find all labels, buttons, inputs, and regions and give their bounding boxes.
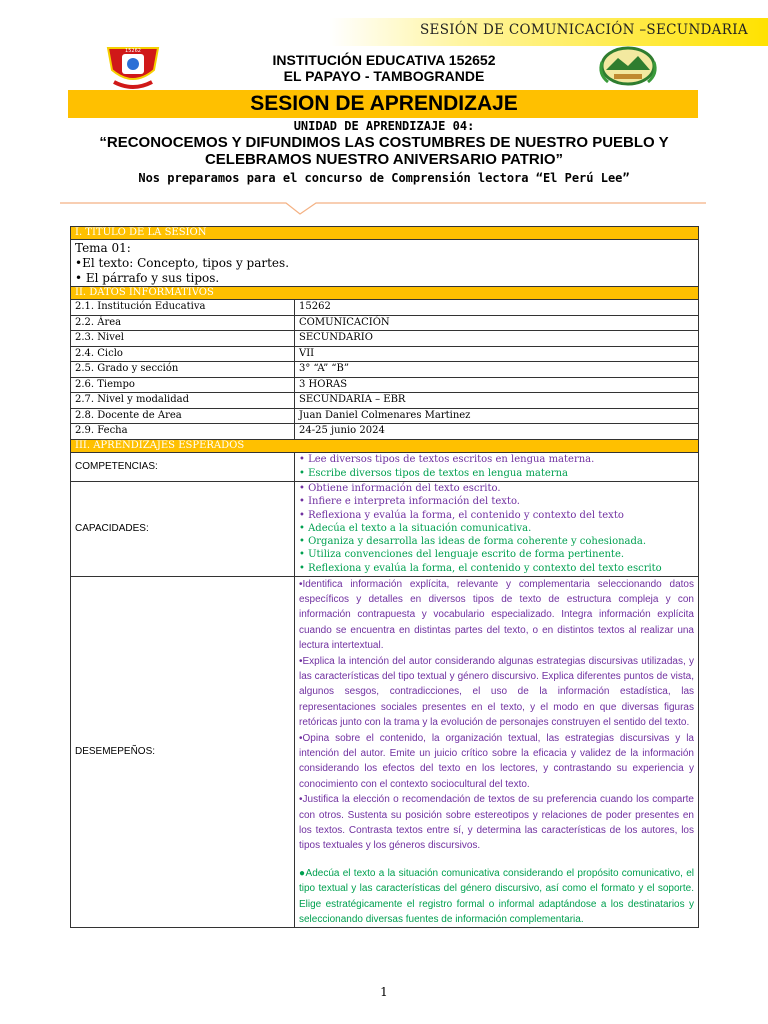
desempeno-item: ●Adecúa el texto a la situación comunicativa considerando el propósito comunicativo, el tipo textual y las características del género discursivo, así como el formato y el soporte. Elige estratégicamente el registro formal o informal adaptándose a los destinatarios y seleccionando diversas fuentes de información complementaria. (299, 867, 694, 926)
info-label: 2.5. Grado y sección (71, 362, 295, 378)
page-number: 1 (380, 985, 388, 999)
competencia-item: • Lee diversos tipos de textos escritos en lengua materna. (299, 454, 595, 466)
capacidad-item: • Obtiene información del texto escrito. (299, 483, 501, 495)
topic-item: •El texto: Concepto, tipos y partes. (75, 256, 290, 270)
capacidad-item: • Adecúa el texto a la situación comunicativa. (299, 522, 532, 534)
topic-title: Tema 01: (75, 241, 131, 255)
competencias-cell (295, 452, 699, 481)
crest-number: 15262 (125, 48, 141, 54)
info-label: 2.8. Docente de Area (71, 408, 295, 424)
header-course-title: SESIÓN DE COMUNICACIÓN –SECUNDARIA (420, 22, 748, 38)
capacidad-item: • Reflexiona y evalúa la forma, el contenido y contexto del texto (299, 509, 624, 521)
desempeno-item: •Justifica la elección o recomendación de textos de su preferencia cuando los comparte con otros. Sustenta su posición sobre estereotipos y relaciones de poder presentes en los textos. Contrasta textos entre sí, y determina las características de los autores, los tipos textuales y los géneros discursivos. (299, 794, 694, 852)
info-label: 2.7. Nivel y modalidad (71, 393, 295, 409)
info-label: 2.6. Tiempo (71, 377, 295, 393)
info-value: SECUNDARIO (295, 331, 699, 347)
institution-location: EL PAPAYO - TAMBOGRANDE (283, 68, 485, 84)
unit-name-line1: “RECONOCEMOS Y DIFUNDIMOS LAS COSTUMBRES DE NUESTRO PUEBLO Y (99, 134, 669, 151)
info-label: 2.3. Nivel (71, 331, 295, 347)
competencias-label: COMPETENCIAS: (71, 452, 295, 481)
session-table (70, 226, 699, 928)
section-learning-heading: III. APRENDIZAJES ESPERADOS (71, 439, 699, 452)
competencia-item: • Escribe diversos tipos de textos en lengua materna (299, 467, 569, 479)
desempeno-item: •Identifica información explícita, relevante y complementaria seleccionando datos específicos y detalles en diversos tipos de texto de estructura compleja y con información contrapuesta y vocabulario especializado. Integra información explícita cuando se encuentra en distintas partes del texto, o en distintos textos al realizar una lectura intertextual. (299, 578, 694, 652)
info-value: VII (295, 346, 699, 362)
info-label: 2.1. Institución Educativa (71, 300, 295, 316)
session-subtitle: Nos preparamos para el concurso de Comprensión lectora “El Perú Lee” (138, 171, 630, 185)
capacidad-item: • Reflexiona y evalúa la forma, el contenido y contexto del texto escrito (299, 562, 662, 574)
info-value: COMUNICACIÓN (295, 315, 699, 331)
info-value: 3 HORAS (295, 377, 699, 393)
desempenos-label: DESEMEPEÑOS: (71, 576, 295, 928)
capacidades-label: CAPACIDADES: (71, 481, 295, 576)
info-value: Juan Daniel Colmenares Martinez (295, 408, 699, 424)
info-label: 2.9. Fecha (71, 424, 295, 440)
info-value: SECUNDARIA – EBR (295, 393, 699, 409)
info-label: 2.2. Área (71, 315, 295, 331)
info-value: 24-25 junio 2024 (295, 424, 699, 440)
desempenos-cell (295, 576, 699, 928)
capacidades-cell (295, 481, 699, 576)
capacidad-item: • Organiza y desarrolla las ideas de forma coherente y cohesionada. (299, 536, 647, 548)
unit-title: UNIDAD DE APRENDIZAJE 04: (293, 119, 475, 133)
capacidad-item: • Infiere e interpreta información del texto. (299, 496, 520, 508)
info-value: 3° “A” “B” (295, 362, 699, 378)
decorative-divider (60, 198, 706, 216)
desempeno-item: •Opina sobre el contenido, la organización textual, las estrategias discursivas y la intención del autor. Emite un juicio crítico sobre la eficacia y validez de la información considerando los efectos del texto en los lectores, y contrastando su experiencia y conocimiento con el contexto sociocultural del texto. (299, 732, 694, 790)
unit-name-line2: CELEBRAMOS NUESTRO ANIVERSARIO PATRIO” (204, 151, 564, 168)
section-info-heading: II. DATOS INFORMATIVOS (71, 287, 699, 300)
session-title: SESION DE APRENDIZAJE (250, 92, 518, 115)
capacidad-item: • Utiliza convenciones del lenguaje escrito de forma pertinente. (299, 549, 625, 561)
info-value: 15262 (295, 300, 699, 316)
session-topic-cell (71, 240, 699, 287)
topic-item: • El párrafo y sus tipos. (75, 271, 220, 285)
institution-name: INSTITUCIÓN EDUCATIVA 152652 (272, 52, 496, 68)
desempeno-item: •Explica la intención del autor considerando algunas estrategias discursivas utilizadas, y las características del tipo textual y género discursivo. Explica diferentes puntos de vista, algunos sesgos, contradicciones, el uso de la información estadística, las representaciones sociales presentes en el texto, y el modo en que diversas figuras retóricas junto con la trama y la evolución de personajes construyen el sentido del texto. (299, 655, 694, 729)
info-label: 2.4. Ciclo (71, 346, 295, 362)
section-title-heading: I. TITULO DE LA SESION (71, 227, 699, 240)
